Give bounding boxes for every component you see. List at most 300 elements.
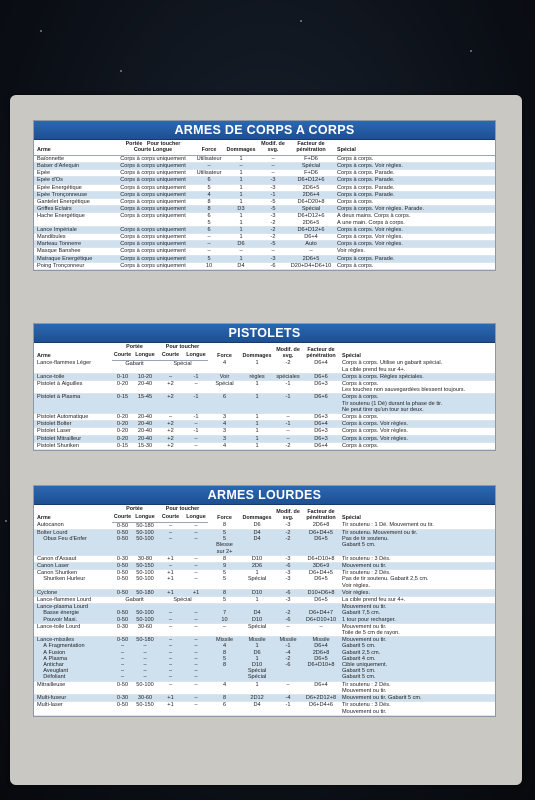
long-range: 50-100 50-100 <box>133 570 157 590</box>
star <box>5 520 7 522</box>
col-pour-toucher: Pour toucher <box>165 344 200 350</box>
save-modifier: – <box>273 413 303 420</box>
damage-value: 1 <box>224 155 258 162</box>
force-value: – <box>194 163 224 170</box>
long-range: 50-100 50-100 <box>133 604 157 624</box>
table-row <box>34 394 495 414</box>
damage-value: D3 <box>224 206 258 213</box>
table-row <box>34 637 495 681</box>
force-value: 8 <box>194 199 224 206</box>
weapon-name: Epée d'Os <box>34 177 112 184</box>
special-rules: Corps à corps. Règles spéciales. <box>339 373 495 380</box>
special-rules: Corps à corps. Voir règles. <box>334 241 495 248</box>
short-range: 0-50 0-50 <box>112 570 133 590</box>
short-range: 0-10 <box>112 373 133 380</box>
weapon-name: Masque Banshee <box>34 248 112 255</box>
table-row <box>34 530 495 556</box>
penetration-value: 2D6+8 <box>303 522 339 529</box>
short-range: 0-20 <box>112 413 133 420</box>
short-range: 0-15 <box>112 394 133 414</box>
to-hit-short: +1 <box>157 695 184 702</box>
save-modifier: – <box>258 170 288 177</box>
col-arme: Arme <box>37 514 51 521</box>
damage-value: 1 <box>224 177 258 184</box>
special-rules: Corps à corps. <box>334 262 495 269</box>
save-modifier: -6 <box>273 589 303 596</box>
penetration-value: D6+D12+6 <box>288 226 334 233</box>
range-to-hit: Corps à corps uniquement <box>112 155 194 162</box>
damage-value: Spécial <box>241 623 273 636</box>
table-row <box>34 213 495 226</box>
penetration-value: D6+D4+5 D6+5 <box>303 570 339 590</box>
save-modifier: – <box>273 435 303 442</box>
table-row <box>34 380 495 393</box>
range-to-hit: Corps à corps uniquement <box>112 262 194 269</box>
range-to-hit: Corps à corps uniquement <box>112 226 194 233</box>
save-modifier: -1 <box>273 394 303 414</box>
to-hit-short: +1 +1 <box>157 570 184 590</box>
weapon-name: Pistolet Shuriken <box>34 442 112 449</box>
special-rules: Corps à corps. Utilise un gabarit spécial. La cible prend feu sur 4+. <box>339 360 495 373</box>
special-rules: Corps à corps. Parade. <box>334 177 495 184</box>
penetration-value: 2D6+5 <box>288 255 334 262</box>
long-range: 30-60 <box>133 695 157 702</box>
special-rules: Corps à corps. Parade. <box>334 184 495 191</box>
weapon-name: Pistolet Automatique <box>34 413 112 420</box>
force-value: 3 <box>208 435 241 442</box>
save-modifier: – <box>258 248 288 255</box>
save-modifier: – <box>258 155 288 162</box>
damage-value: D6 <box>224 241 258 248</box>
to-hit-short: +2 <box>157 394 184 414</box>
special-rules: Corps à corps. <box>339 413 495 420</box>
to-hit-long: – – – – – – – <box>184 637 208 681</box>
damage-value: Missile 1 D6 1 D10 Spécial Spécial <box>241 637 273 681</box>
special-rules: Mouvement ou tir. Toile de 5 cm de rayon. <box>339 623 495 636</box>
range-to-hit: Corps à corps uniquement <box>112 241 194 248</box>
short-range: 0-50 – – – – – – <box>112 637 133 681</box>
weapon-name: Pistolet à Aiguilles <box>34 380 112 393</box>
special-rules: Corps à corps. Tir soutenu (1 Dé) durant la phase de tir. Ne peut tirer qu'un tour sur deux. <box>339 394 495 414</box>
pistols-table <box>34 343 495 450</box>
short-range: 0-30 <box>112 695 133 702</box>
long-range: 10-20 <box>133 373 157 380</box>
penetration-value: 3D6+9 <box>303 563 339 570</box>
col-penetration: Facteur de pénétration <box>306 346 336 359</box>
short-range: 0-30 <box>112 623 133 636</box>
save-modifier: -3 <box>273 597 303 604</box>
force-value: Utilisateur <box>194 155 224 162</box>
table-row <box>34 623 495 636</box>
col-longue: Longue <box>133 351 157 360</box>
force-value: Spécial <box>208 380 241 393</box>
force-value: 3 <box>208 413 241 420</box>
weapon-name: Baïonnette <box>34 155 112 162</box>
range-to-hit: Corps à corps uniquement <box>112 191 194 198</box>
damage-value: – <box>224 248 258 255</box>
long-range: 50-150 <box>133 563 157 570</box>
damage-value: 1 <box>224 170 258 177</box>
force-value: 4 <box>208 360 241 373</box>
weapon-name: Bolter Lourd Obus Feu d'Enfer <box>34 530 112 556</box>
special-rules: Tir soutenu : 2 Dés. Pas de tir soutenu. Gabarit 2,5 cm. Voir règles. <box>339 570 495 590</box>
save-modifier: -3 -2 <box>258 213 288 226</box>
table-row <box>34 360 495 373</box>
col-arme: Arme <box>37 352 51 359</box>
table-row <box>34 226 495 233</box>
long-range: 50-100 50-100 <box>133 530 157 556</box>
range-to-hit: Corps à corps uniquement <box>112 206 194 213</box>
penetration-value: 2D6+5 <box>288 184 334 191</box>
long-range: 20-40 <box>133 435 157 442</box>
penetration-value: D6+D4+7 D6+D10+10 <box>303 604 339 624</box>
penetration-value: Missile D6+4 2D6+8 D6+5 D6+D10+8 <box>303 637 339 681</box>
special-rules: Corps à corps. Parade. <box>334 170 495 177</box>
table-row <box>34 702 495 715</box>
weapon-name: Lance-toile <box>34 373 112 380</box>
save-modifier: -3 -3 <box>273 570 303 590</box>
col-courte: Courte <box>113 514 132 521</box>
star <box>470 50 472 52</box>
penetration-value: D6+4 <box>303 442 339 449</box>
force-value: 10 <box>194 262 224 269</box>
weapon-name: Griffes Eclairs <box>34 206 112 213</box>
to-hit-long: -1 <box>184 428 208 435</box>
table-row <box>34 373 495 380</box>
penetration-value: D6+D12+6 <box>288 177 334 184</box>
special-rules: Tir soutenu : 3 Dés. Mouvement ou tir. <box>339 702 495 715</box>
table-row <box>34 589 495 596</box>
range-to-hit: Corps à corps uniquement <box>112 163 194 170</box>
short-range: 0-50 0-50 <box>112 530 133 556</box>
range-value: Gabarit <box>112 360 157 373</box>
table-row <box>34 570 495 590</box>
force-value: 6 <box>208 394 241 414</box>
penetration-value: D6+3 <box>303 435 339 442</box>
to-hit-short: +2 <box>157 421 184 428</box>
force-value: Voir <box>208 373 241 380</box>
table-row <box>34 177 495 184</box>
force-value: 5 5 Blesse sur 2+ <box>208 530 241 556</box>
long-range: 20-40 <box>133 421 157 428</box>
table-row <box>34 604 495 624</box>
force-value: 8 <box>208 589 241 596</box>
table-row <box>34 163 495 170</box>
col-modif: Modif. de svg. <box>276 346 300 359</box>
range-to-hit: Corps à corps uniquement <box>112 184 194 191</box>
to-hit-short: – <box>157 522 184 529</box>
penetration-value: D6+D20+8 <box>288 199 334 206</box>
col-portee-toucher <box>112 140 194 155</box>
force-value: 5 5 <box>208 570 241 590</box>
save-modifier: -2 -6 <box>273 604 303 624</box>
force-value: 8 <box>208 695 241 702</box>
save-modifier: -3 <box>258 255 288 262</box>
damage-value: 1 <box>224 184 258 191</box>
range-to-hit: Corps à corps uniquement <box>112 248 194 255</box>
penetration-value: – <box>303 623 339 636</box>
heavy-table <box>34 505 495 716</box>
table-row <box>34 206 495 213</box>
range-to-hit: Corps à corps uniquement <box>112 213 194 226</box>
to-hit-short: +2 <box>157 442 184 449</box>
to-hit-short: – <box>157 681 184 694</box>
special-rules: Mouvement ou tir. Gabarit 5 cm. <box>339 695 495 702</box>
damage-value: 1 <box>241 360 273 373</box>
to-hit-long: – – <box>184 530 208 556</box>
col-special: Spécial <box>342 514 361 521</box>
to-hit-short: +1 <box>157 555 184 562</box>
damage-value: 1 <box>241 380 273 393</box>
force-value: 4 <box>208 421 241 428</box>
damage-value: 1 <box>224 234 258 241</box>
weapon-name: Epée Energétique <box>34 184 112 191</box>
weapon-name: Pistolet Mitrailleur <box>34 435 112 442</box>
force-value: 9 <box>208 563 241 570</box>
table-row <box>34 191 495 198</box>
damage-value: 1 Spécial <box>241 570 273 590</box>
special-rules: La cible prend feu sur 4+. <box>339 597 495 604</box>
save-modifier: – <box>273 681 303 694</box>
table-row <box>34 155 495 162</box>
long-range: 15-45 <box>133 394 157 414</box>
weapon-name: Cyclone <box>34 589 112 596</box>
penetration-value: D6+D10+8 <box>303 555 339 562</box>
weapon-name: Gantelet Energétique <box>34 199 112 206</box>
col-longue: Longue <box>133 513 157 522</box>
damage-value: D4 D10 <box>241 604 273 624</box>
penetration-value: D6+3 <box>303 380 339 393</box>
table-row <box>34 681 495 694</box>
damage-value: 1 <box>224 255 258 262</box>
to-hit-value: Spécial <box>157 597 208 604</box>
long-range: 50-180 <box>133 522 157 529</box>
penetration-value: Spécial <box>288 163 334 170</box>
force-value: 6 <box>194 177 224 184</box>
weapon-name: Marteau Tonnerre <box>34 241 112 248</box>
special-rules: Corps à corps. Voir règles. Parade. <box>334 206 495 213</box>
force-value: – <box>194 241 224 248</box>
weapon-name: Canon Laser <box>34 563 112 570</box>
special-rules: Tir soutenu. Mouvement ou tir. Pas de tir soutenu. Gabarit 5 cm. <box>339 530 495 556</box>
long-range: 30-60 <box>133 623 157 636</box>
special-rules: Tir soutenu : 3 Dés. <box>339 555 495 562</box>
short-range: 0-50 <box>112 702 133 715</box>
save-modifier: -1 <box>258 191 288 198</box>
to-hit-long: -1 <box>184 373 208 380</box>
col-dommages: Dommages <box>242 352 272 359</box>
save-modifier: -2 <box>258 234 288 241</box>
to-hit-short: +2 <box>157 428 184 435</box>
weapon-name: Multi-fuseur <box>34 695 112 702</box>
special-rules: Corps à corps. Voir règles. <box>334 226 495 233</box>
save-modifier: -2 -2 <box>273 530 303 556</box>
special-rules: Corps à corps. <box>334 155 495 162</box>
col-pour-toucher: Pour toucher <box>146 141 181 147</box>
save-modifier: -4 <box>273 695 303 702</box>
range-value: Gabarit <box>112 597 157 604</box>
force-value: 5 <box>208 597 241 604</box>
to-hit-value: Spécial <box>157 360 208 373</box>
range-to-hit: Corps à corps uniquement <box>112 199 194 206</box>
penetration-value: D6+D4+6 <box>303 702 339 715</box>
damage-value: 1 <box>241 681 273 694</box>
to-hit-long: – <box>184 563 208 570</box>
table-row <box>34 234 495 241</box>
to-hit-short: – – – – – – – <box>157 637 184 681</box>
table-row <box>34 241 495 248</box>
force-value: 4 <box>194 191 224 198</box>
penetration-value: D6+3 <box>303 413 339 420</box>
save-modifier: -3 <box>273 522 303 529</box>
weapon-name: Epée <box>34 170 112 177</box>
penetration-value: 2D6+4 <box>288 191 334 198</box>
save-modifier: -1 <box>273 702 303 715</box>
save-modifier: -3 <box>258 177 288 184</box>
long-range: 50-150 <box>133 702 157 715</box>
short-range: 0-50 <box>112 563 133 570</box>
range-to-hit: Corps à corps uniquement <box>112 170 194 177</box>
heavy-weapons-panel <box>33 485 496 717</box>
col-penetration: Facteur de pénétration <box>306 508 336 521</box>
col-force: Force <box>194 140 224 155</box>
col-courte: Courte <box>157 351 184 360</box>
force-value: 7 10 <box>208 604 241 624</box>
long-range: 50-180 <box>133 589 157 596</box>
table-row <box>34 199 495 206</box>
special-rules: Corps à corps. Les touches non sauvegardées blessent toujours. <box>339 380 495 393</box>
save-modifier: – <box>273 623 303 636</box>
penetration-value: D6+2D12+8 <box>303 695 339 702</box>
short-range: 0-15 <box>112 442 133 449</box>
save-modifier: -5 <box>258 206 288 213</box>
pistols-title: PISTOLETS <box>34 324 495 343</box>
star <box>300 20 302 22</box>
col-portee: Portée <box>126 344 143 350</box>
to-hit-long: – – <box>184 570 208 590</box>
special-rules: Mouvement ou tir. Gabarit 5 cm. Gabarit 2,5 cm. Gabarit 4 cm. Cible uniquement. Gabarit 5 cm. Gabarit 5 cm. <box>339 637 495 681</box>
penetration-value: D6+D12+6 2D6+5 <box>288 213 334 226</box>
to-hit-long: -1 <box>184 394 208 414</box>
to-hit-long: – <box>184 623 208 636</box>
col-penetration: Facteur de pénétration <box>288 140 334 155</box>
weapon-name: Hache Energétique <box>34 213 112 226</box>
weapon-name: Lance-plasma Lourd Basse énergie Pouvoir Maxi. <box>34 604 112 624</box>
heavy-title: ARMES LOURDES <box>34 486 495 505</box>
col-modif: Modif. de svg. <box>276 508 300 521</box>
force-value: 8 <box>194 206 224 213</box>
col-special: Spécial <box>342 352 361 359</box>
save-modifier: – <box>273 428 303 435</box>
col-courte: Courte <box>113 352 132 359</box>
long-range: 50-180 – – – – – – <box>133 637 157 681</box>
to-hit-long: – <box>184 435 208 442</box>
special-rules: Corps à corps. <box>334 199 495 206</box>
col-portee: Portée <box>125 141 143 147</box>
weapon-name: Epée Tronçonneuse <box>34 191 112 198</box>
force-value: 4 <box>208 442 241 449</box>
penetration-value: Auto <box>288 241 334 248</box>
to-hit-long: – <box>184 555 208 562</box>
col-longue: Longue <box>184 513 208 522</box>
col-courte: Courte <box>157 513 184 522</box>
short-range: 0-50 <box>112 589 133 596</box>
short-range: 0-20 <box>112 435 133 442</box>
long-range: 50-100 <box>133 681 157 694</box>
to-hit-long: – <box>184 421 208 428</box>
col-force: Force <box>217 352 232 359</box>
penetration-value: Spécial <box>288 206 334 213</box>
table-row <box>34 563 495 570</box>
table-row <box>34 555 495 562</box>
special-rules: Mouvement ou tir. <box>339 563 495 570</box>
penetration-value: D6+3 <box>303 428 339 435</box>
force-value: 4 <box>208 681 241 694</box>
damage-value: 1 <box>224 199 258 206</box>
penetration-value: D6+4 <box>303 360 339 373</box>
damage-value: 1 <box>224 226 258 233</box>
save-modifier: -5 <box>258 241 288 248</box>
range-to-hit: Corps à corps uniquement <box>112 255 194 262</box>
to-hit-short: – <box>157 373 184 380</box>
force-value: 6 <box>208 702 241 715</box>
to-hit-long: – <box>184 695 208 702</box>
force-value: 5 <box>194 255 224 262</box>
star <box>40 30 42 32</box>
damage-value: 1 <box>241 428 273 435</box>
force-value: Utilisateur <box>194 170 224 177</box>
special-rules: A deux mains. Corps à corps. A une main. Corps à corps. <box>334 213 495 226</box>
damage-value: 1 <box>224 191 258 198</box>
col-special: Spécial <box>334 140 495 155</box>
damage-value: 2D12 <box>241 695 273 702</box>
force-value: – <box>208 623 241 636</box>
penetration-value: – <box>288 248 334 255</box>
damage-value: D10 <box>241 555 273 562</box>
penetration-value: F+D6 <box>288 155 334 162</box>
to-hit-short: – – <box>157 530 184 556</box>
weapon-name: Lance-missiles A Fragmentation A Fusion A Plasma Antichar Aveuglant Défoliant <box>34 637 112 681</box>
damage-value: règles <box>241 373 273 380</box>
force-value: 6 <box>194 226 224 233</box>
penetration-value: D6+4 <box>303 681 339 694</box>
to-hit-short: – – <box>157 604 184 624</box>
col-longue: Longue <box>152 147 173 154</box>
col-portee: Portée <box>126 506 143 512</box>
melee-table <box>34 140 495 270</box>
damage-value: D6 <box>241 522 273 529</box>
penetration-value: F+D6 <box>288 170 334 177</box>
penetration-value: D6+6 <box>303 373 339 380</box>
col-dommages: Dommages <box>224 140 258 155</box>
short-range: 0-30 <box>112 555 133 562</box>
table-row <box>34 695 495 702</box>
col-courte: Courte <box>133 147 152 154</box>
damage-value: 1 <box>241 413 273 420</box>
col-arme: Arme <box>34 140 112 155</box>
table-row <box>34 262 495 269</box>
to-hit-long: – <box>184 702 208 715</box>
long-range: 30-80 <box>133 555 157 562</box>
to-hit-short: – <box>157 623 184 636</box>
damage-value: 2D6 <box>241 563 273 570</box>
special-rules: Voir règles. <box>334 248 495 255</box>
melee-weapons-panel <box>33 120 496 271</box>
table-row <box>34 170 495 177</box>
long-range: 20-40 <box>133 380 157 393</box>
melee-title: ARMES DE CORPS A CORPS <box>34 121 495 140</box>
to-hit-long: – <box>184 522 208 529</box>
